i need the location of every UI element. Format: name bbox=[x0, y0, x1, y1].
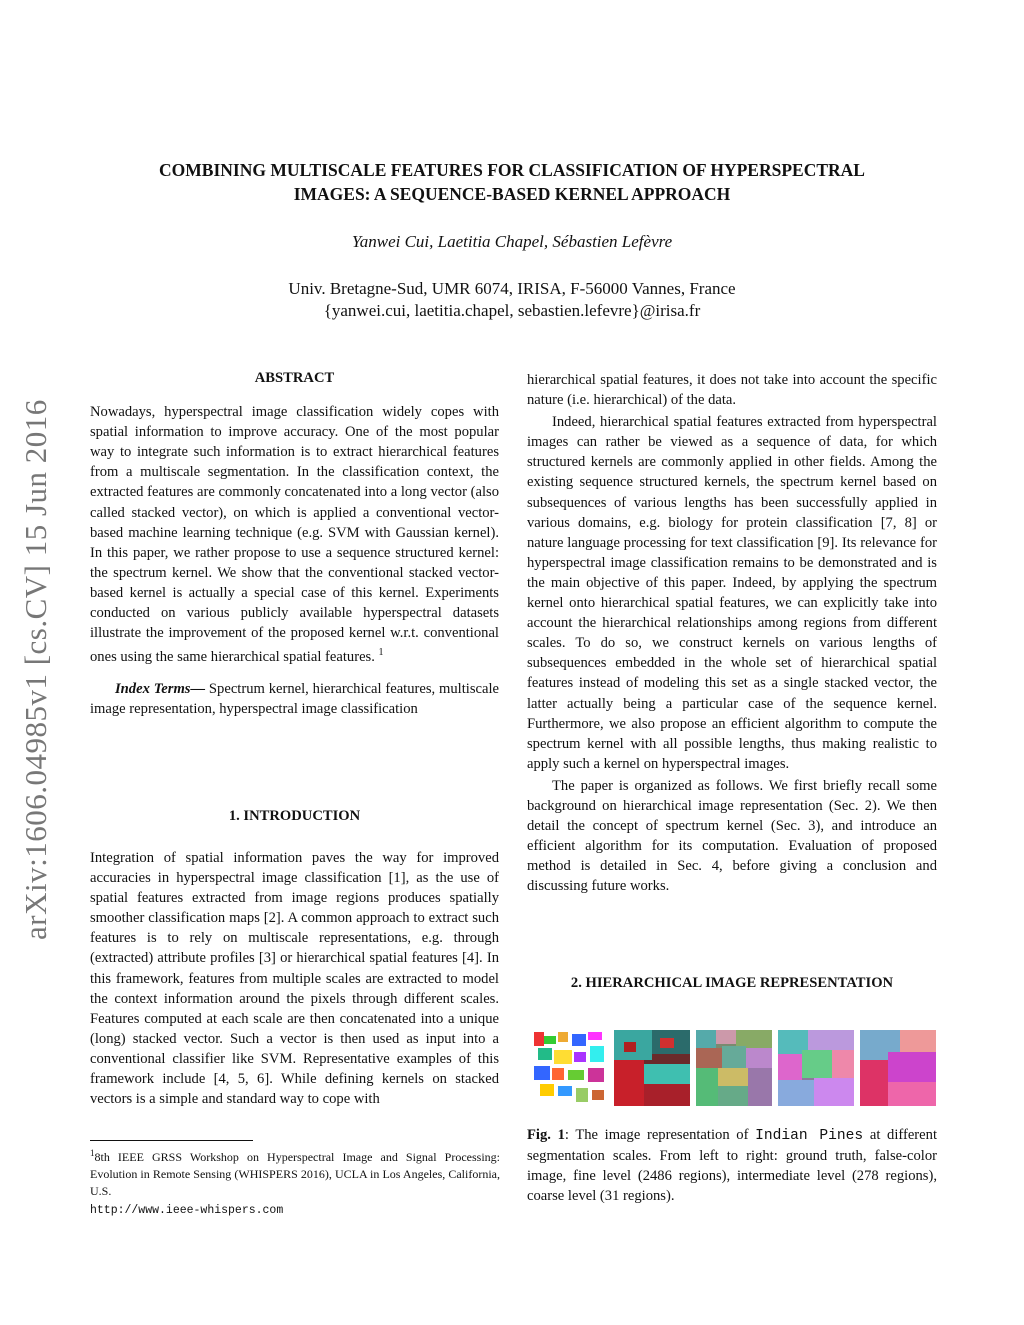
figure-panel-coarse-level bbox=[860, 1030, 936, 1106]
right-paragraph-2: Indeed, hierarchical spatial features extracted from hyperspectral images can rather be viewed as a sequence of data, for which structured kernels are commonly applied in other fields. Among the existing sequence structured kernels, the spectrum kernel based on subsequences of various lengths has been successfully applied in various domains, e.g. biology for protein classification [7, 8] or nature language processing for text classification [9]. Its relevance for hyperspectral image classification remains to be demonstrated and is the main objective of this paper. Indeed, by applying the spectrum kernel onto hierarchical spatial features, we can explicitly take into account the hierarchical relationships among regions from different scales. To do so, we construct kernels on various lengths of subsequences embedded in the whole set of hierarchical spatial features instead of modeling this set as a single stacked vector, the latter actually being a particular case of the sequence kernel. Furthermore, we also propose an efficient algorithm to compute the spectrum kernel with all possible lengths, thus making realistic to apply such a kernel on hyperspectral images. bbox=[527, 414, 937, 772]
paper-title bbox=[80, 158, 944, 206]
figure-1-caption bbox=[527, 1125, 937, 1206]
author-emails: {yanwei.cui, laetitia.chapel, sebastien.lefevre}@irisa.fr bbox=[323, 301, 701, 320]
caption-label: Fig. 1 bbox=[527, 1127, 565, 1143]
footnote-rule bbox=[90, 1140, 253, 1141]
intro-section bbox=[90, 848, 499, 1109]
footnote bbox=[90, 1145, 500, 1219]
affiliation: Univ. Bretagne-Sud, UMR 6074, IRISA, F-56000 Vannes, France bbox=[288, 279, 736, 298]
intro-heading: 1. INTRODUCTION bbox=[228, 808, 361, 824]
figure-panel-intermediate-level bbox=[778, 1030, 854, 1106]
affiliation-block bbox=[80, 278, 944, 322]
index-terms-label: Index Terms— bbox=[115, 681, 206, 698]
abstract-heading: ABSTRACT bbox=[254, 370, 335, 386]
abstract-text: Nowadays, hyperspectral image classification widely copes with spatial information to improve accuracy. One of the most popular way to integrate such information is to extract hierarchical features from a multiscale segmentation. In the classification context, the extracted features are commonly concatenated into a long vector (also called stacked vector), on which is applied a conventional vector-based machine learning technique (e.g. SVM with Gaussian kernel). In this paper, we rather propose to use a sequence structured kernel: the spectrum kernel. We show that the conventional stacked vector-based kernel is actually a special case of this kernel. Experiments conducted on various publicly available hyperspectral datasets illustrate the improvement of the proposed kernel w.r.t. conventional ones using the same hierarchical spatial features. bbox=[90, 404, 499, 666]
section2-heading: 2. HIERARCHICAL IMAGE REPRESENTATION bbox=[570, 975, 894, 991]
index-terms bbox=[90, 679, 499, 719]
title-line-2: IMAGES: A SEQUENCE-BASED KERNEL APPROACH bbox=[293, 184, 731, 204]
abstract-footnote-mark: 1 bbox=[378, 647, 384, 659]
author-list: Yanwei Cui, Laetitia Chapel, Sébastien Lefèvre bbox=[351, 232, 673, 251]
footnote-mark: 1 bbox=[90, 1148, 95, 1158]
abstract-body bbox=[90, 402, 499, 667]
footnote-url[interactable]: http://www.ieee-whispers.com bbox=[90, 1204, 284, 1217]
figure-panel-fine-level bbox=[696, 1030, 772, 1106]
right-column bbox=[527, 370, 937, 896]
right-paragraph-1: hierarchical spatial features, it does not take into account the specific nature (i.e. hierarchical) of the data. bbox=[527, 372, 937, 409]
caption-dataset: Indian Pines bbox=[755, 1128, 864, 1144]
figure-panel-ground-truth bbox=[532, 1030, 608, 1106]
abstract-section bbox=[90, 368, 499, 719]
figure-panel-false-color bbox=[614, 1030, 690, 1106]
caption-pre: : The image representation of bbox=[564, 1127, 749, 1143]
right-paragraph-3: The paper is organized as follows. We first briefly recall some background on hierarchical image representation (Sec. 2). We then detail the concept of spectrum kernel (Sec. 3), and introduce an efficient algorithm for its computation. Evaluation of proposed method is detailed in Sec. 4, before giving a conclusion and discussing future works. bbox=[527, 777, 937, 895]
figure-1 bbox=[528, 1030, 938, 1110]
footnote-text: 8th IEEE GRSS Workshop on Hyperspectral Image and Signal Processing: Evolution in Remote Sensing (WHISPERS 2016), UCLA in Los Angeles, California, U.S. bbox=[90, 1150, 500, 1198]
index-terms-text: Spectrum kernel, hierarchical features, multiscale image representation, hyperspectral image classification bbox=[90, 681, 500, 718]
caption-post: at different segmentation scales. From left to right: ground truth, false-color image, fine level (2486 regions), intermediate level (278 regions), coarse level (31 regions). bbox=[527, 1127, 937, 1204]
arxiv-identifier: arXiv:1606.04985v1 [cs.CV] 15 Jun 2016 bbox=[18, 399, 53, 940]
intro-paragraph: Integration of spatial information paves the way for improved accuracies in hyperspectral image classification [1], as the use of spatial features extracted from image regions produces spatially smoother classification maps [2]. A common approach to extract such features is to rely on multiscale representations, e.g. through (extracted) attribute profiles [3] or hierarchical spatial features [4]. In this framework, features from multiple scales are extracted to model the context information around the pixels through different scales. Features computed at each scale are then concatenated into a unique (long) stacked vector. Such a vector is then used as input into a conventional classifier like SVM. Representative examples of this framework include [4, 5, 6]. While defining kernels on stacked vectors is a simple and standard way to cope with bbox=[90, 850, 499, 1108]
title-line-1: COMBINING MULTISCALE FEATURES FOR CLASSIFICATION OF HYPERSPECTRAL bbox=[159, 160, 865, 180]
